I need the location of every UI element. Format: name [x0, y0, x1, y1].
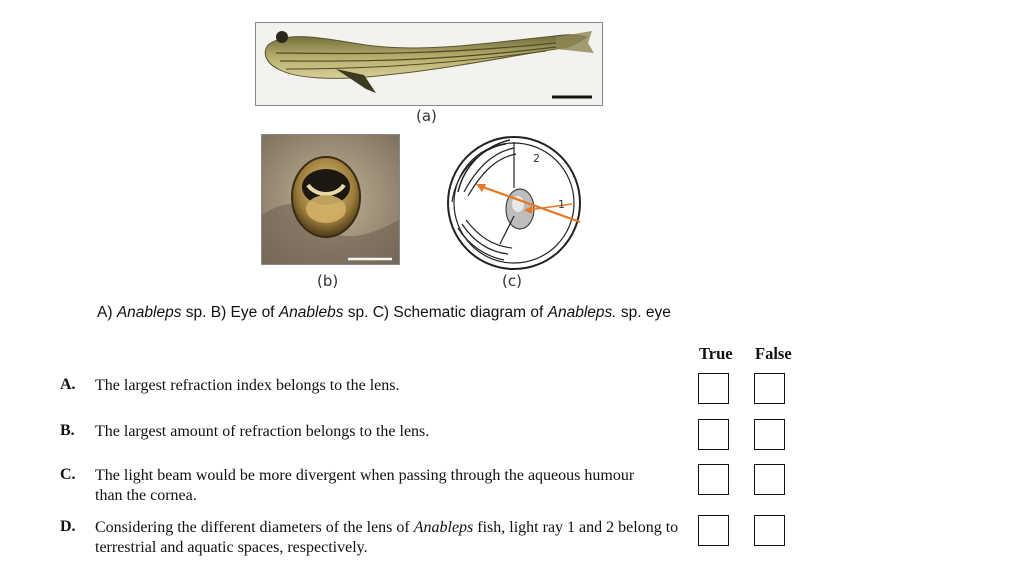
caption-genus-a: Anableps	[116, 304, 182, 321]
figure-label-b: (b)	[317, 272, 339, 290]
question-d-true-checkbox[interactable]	[698, 515, 729, 546]
question-a-letter: A.	[60, 376, 76, 393]
false-column-header: False	[755, 344, 792, 363]
question-c-letter: C.	[60, 466, 76, 483]
caption-genus-c: Anableps.	[547, 304, 617, 321]
question-d-text-start: Considering the different diameters of the lens of	[95, 519, 414, 536]
figure-label-c: (c)	[502, 272, 522, 290]
fish-photo	[255, 22, 603, 106]
question-c-true-checkbox[interactable]	[698, 464, 729, 495]
question-d-text-end: fish, light ray 1 and 2 belong to terrestrial and aquatic spaces, respectively.	[95, 519, 679, 556]
caption-part: sp. B) Eye of	[181, 304, 279, 321]
eye-schematic-diagram	[444, 132, 584, 274]
question-a-false-checkbox[interactable]	[754, 373, 785, 404]
question-c-text: The light beam would be more divergent when passing through the aqueous humour than the cornea.	[95, 467, 635, 504]
eye-illustration	[262, 135, 399, 264]
figure-label-a: (a)	[416, 107, 437, 125]
question-d-false-checkbox[interactable]	[754, 515, 785, 546]
figure-caption	[97, 304, 671, 322]
question-c-false-checkbox[interactable]	[754, 464, 785, 495]
question-b-false-checkbox[interactable]	[754, 419, 785, 450]
question-a-text: The largest refraction index belongs to the lens.	[95, 377, 400, 394]
fish-illustration	[256, 23, 602, 105]
caption-part: sp. eye	[616, 304, 671, 321]
question-b-true-checkbox[interactable]	[698, 419, 729, 450]
true-column-header: True	[699, 344, 733, 363]
question-d-letter: D.	[60, 518, 76, 535]
question-b-letter: B.	[60, 422, 75, 439]
question-a-true-checkbox[interactable]	[698, 373, 729, 404]
caption-part: A)	[97, 304, 117, 321]
diagram-ray-label-1: 1	[558, 198, 565, 211]
caption-genus-b: Anablebs	[278, 304, 344, 321]
question-d-text	[95, 518, 685, 558]
caption-part: sp. C) Schematic diagram of	[343, 304, 548, 321]
eye-photo	[261, 134, 400, 265]
question-b-text: The largest amount of refraction belongs to the lens.	[95, 423, 430, 440]
question-d-genus: Anableps	[413, 519, 474, 536]
diagram-ray-label-2: 2	[533, 152, 540, 165]
